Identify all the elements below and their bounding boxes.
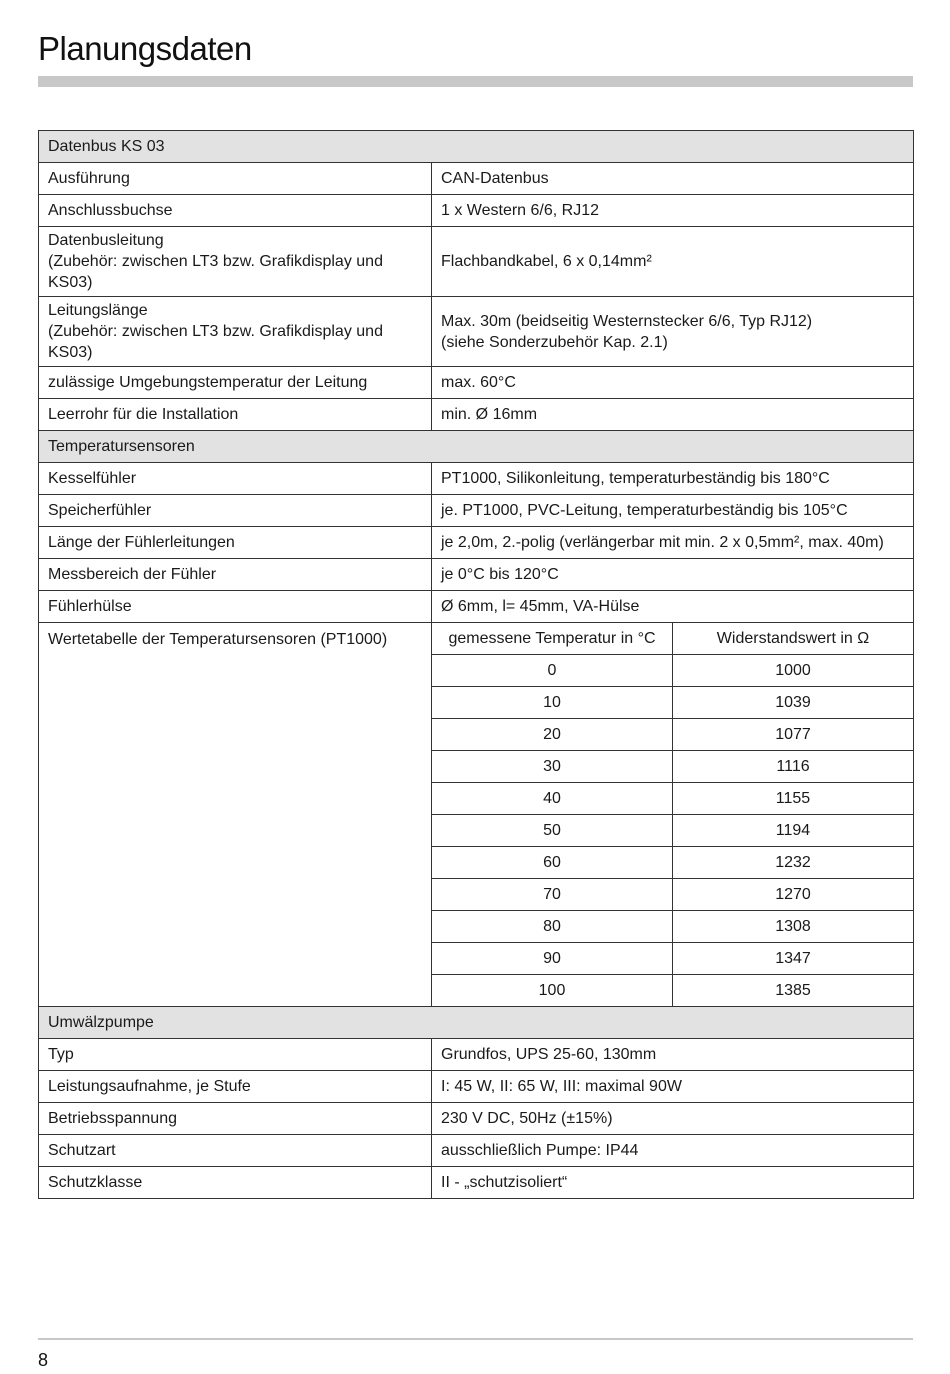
- resistance-cell: 1000: [673, 655, 914, 687]
- row-label: Messbereich der Fühler: [39, 559, 432, 591]
- table-row: [39, 1167, 914, 1199]
- row-value-line: Max. 30m (beidseitig Westernstecker 6/6, Typ RJ12): [441, 312, 813, 330]
- title-divider: [38, 76, 913, 87]
- section-heading: Datenbus KS 03: [39, 131, 914, 163]
- table-row: [39, 1103, 914, 1135]
- table-row: [39, 367, 914, 399]
- row-label: Speicherfühler: [39, 495, 432, 527]
- row-label: Fühlerhülse: [39, 591, 432, 623]
- row-value: je. PT1000, PVC-Leitung, temperaturbeständig bis 105°C: [432, 495, 914, 527]
- section-heading: Temperatursensoren: [39, 431, 914, 463]
- row-label: [39, 227, 432, 297]
- temperature-cell: 70: [432, 879, 673, 911]
- resistance-cell: 1232: [673, 847, 914, 879]
- row-label: Schutzart: [39, 1135, 432, 1167]
- resistance-cell: 1194: [673, 815, 914, 847]
- planning-data-table: [38, 130, 914, 1199]
- row-value: 230 V DC, 50Hz (±15%): [432, 1103, 914, 1135]
- row-label: Länge der Fühlerleitungen: [39, 527, 432, 559]
- section-row-datenbus: [39, 131, 914, 163]
- table-row: [39, 227, 914, 297]
- row-value: Grundfos, UPS 25-60, 130mm: [432, 1039, 914, 1071]
- resistance-cell: 1270: [673, 879, 914, 911]
- page-number: 8: [38, 1350, 49, 1370]
- row-label: Leerrohr für die Installation: [39, 399, 432, 431]
- section-row-umwaelzpumpe: [39, 1007, 914, 1039]
- column-header-temperature: gemessene Temperatur in °C: [432, 623, 673, 655]
- row-label-line: Datenbusleitung: [48, 232, 164, 249]
- row-value: PT1000, Silikonleitung, temperaturbeständig bis 180°C: [432, 463, 914, 495]
- row-value: II - „schutzisoliert“: [432, 1167, 914, 1199]
- resistance-cell: 1347: [673, 943, 914, 975]
- row-value: je 2,0m, 2.-polig (verlängerbar mit min. 2 x 0,5mm², max. 40m): [432, 527, 914, 559]
- table-row: [39, 1071, 914, 1103]
- row-label-note: (Zubehör: zwischen LT3 bzw. Grafikdisplay und KS03): [48, 323, 383, 361]
- column-header-resistance: Widerstandswert in Ω: [673, 623, 914, 655]
- row-label: Schutzklasse: [39, 1167, 432, 1199]
- table-row: [39, 1039, 914, 1071]
- row-label: [39, 297, 432, 367]
- row-value: I: 45 W, II: 65 W, III: maximal 90W: [432, 1071, 914, 1103]
- value-table-label: Wertetabelle der Temperatursensoren (PT1000): [39, 623, 432, 1007]
- row-value: ausschließlich Pumpe: IP44: [432, 1135, 914, 1167]
- table-row: [39, 399, 914, 431]
- row-value: max. 60°C: [432, 367, 914, 399]
- table-row: [39, 591, 914, 623]
- row-label-note: (Zubehör: zwischen LT3 bzw. Grafikdisplay und KS03): [48, 253, 383, 291]
- row-label: zulässige Umgebungstemperatur der Leitung: [39, 367, 432, 399]
- temperature-cell: 50: [432, 815, 673, 847]
- resistance-cell: 1116: [673, 751, 914, 783]
- temperature-cell: 30: [432, 751, 673, 783]
- row-value: min. Ø 16mm: [432, 399, 914, 431]
- table-row: [39, 1135, 914, 1167]
- table-row: [39, 195, 914, 227]
- temperature-cell: 10: [432, 687, 673, 719]
- row-value: je 0°C bis 120°C: [432, 559, 914, 591]
- temperature-cell: 100: [432, 975, 673, 1007]
- row-value-note: (siehe Sonderzubehör Kap. 2.1): [441, 333, 668, 351]
- resistance-cell: 1155: [673, 783, 914, 815]
- table-row: [39, 527, 914, 559]
- resistance-cell: 1385: [673, 975, 914, 1007]
- temperature-cell: 90: [432, 943, 673, 975]
- table-row: [39, 163, 914, 195]
- temperature-cell: 20: [432, 719, 673, 751]
- row-label: Typ: [39, 1039, 432, 1071]
- resistance-cell: 1077: [673, 719, 914, 751]
- row-value: Ø 6mm, l= 45mm, VA-Hülse: [432, 591, 914, 623]
- resistance-cell: 1308: [673, 911, 914, 943]
- temperature-cell: 40: [432, 783, 673, 815]
- page-title: Planungsdaten: [38, 30, 252, 67]
- resistance-cell: 1039: [673, 687, 914, 719]
- row-label: Anschlussbuchse: [39, 195, 432, 227]
- row-label: Betriebsspannung: [39, 1103, 432, 1135]
- row-value: [432, 297, 914, 367]
- section-row-temperatursensoren: [39, 431, 914, 463]
- table-row: [39, 463, 914, 495]
- table-row: [39, 297, 914, 367]
- row-value: Flachbandkabel, 6 x 0,14mm²: [432, 227, 914, 297]
- row-value: CAN-Datenbus: [432, 163, 914, 195]
- section-heading: Umwälzpumpe: [39, 1007, 914, 1039]
- temperature-cell: 0: [432, 655, 673, 687]
- row-value: 1 x Western 6/6, RJ12: [432, 195, 914, 227]
- row-label: Ausführung: [39, 163, 432, 195]
- footer-divider: [38, 1338, 913, 1340]
- temperature-cell: 60: [432, 847, 673, 879]
- table-row: [39, 559, 914, 591]
- row-label: Leistungsaufnahme, je Stufe: [39, 1071, 432, 1103]
- row-label-line: Leitungslänge: [48, 302, 148, 319]
- temperature-cell: 80: [432, 911, 673, 943]
- row-label: Kesselfühler: [39, 463, 432, 495]
- value-table-header-row: [39, 623, 914, 655]
- table-row: [39, 495, 914, 527]
